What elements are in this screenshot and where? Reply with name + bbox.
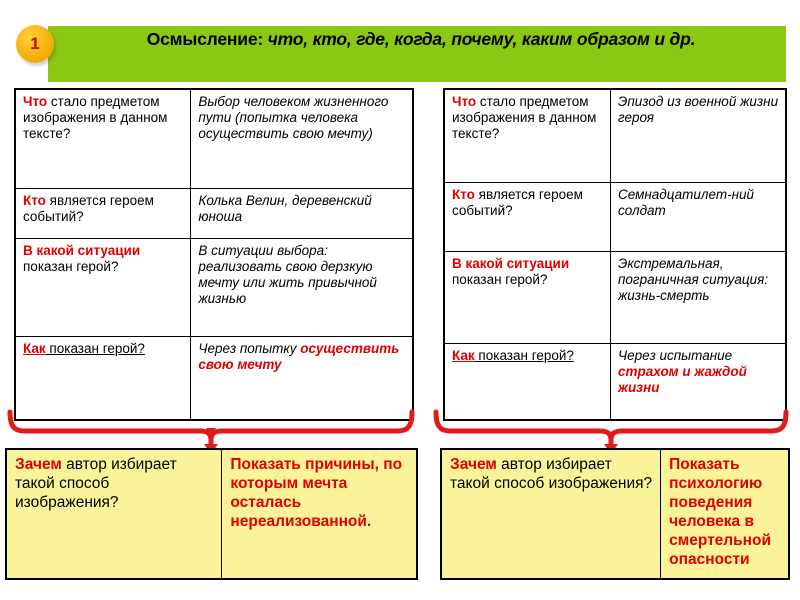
- conclusion-box-right: [440, 448, 790, 580]
- page-title-italic: что, кто, где, когда, почему, каким образом и др.: [267, 29, 696, 49]
- question-text: показан герой?: [45, 341, 145, 357]
- question-cell: [445, 90, 611, 182]
- table-row: [445, 251, 785, 343]
- answer-cell: Эпизод из военной жизни героя: [611, 90, 786, 182]
- page-title: [58, 28, 784, 51]
- question-keyword: Как: [23, 341, 46, 357]
- conclusion-question-text: автор избирает такой способ изображения?: [15, 456, 177, 511]
- table-row: [16, 238, 412, 337]
- question-keyword: Как: [452, 347, 475, 363]
- answer-cell: В ситуации выбора: реализовать свою дерзкую мечту или жить привычной жизнью: [191, 238, 412, 337]
- conclusion-box-left: [5, 448, 418, 580]
- question-text: является героем событий?: [23, 193, 154, 225]
- conclusion-question-cell: [442, 450, 661, 578]
- question-text: показан герой?: [23, 258, 119, 274]
- conclusion-answer-cell: Показать причины, по которым мечта осталась нереализованной.: [222, 450, 416, 578]
- analysis-table-right: [443, 88, 787, 421]
- analysis-table-left: [14, 88, 414, 421]
- conclusion-question-cell: [7, 450, 222, 578]
- question-keyword: В какой ситуации: [23, 242, 141, 258]
- conclusion-row: [7, 450, 416, 578]
- conclusion-question-text: автор избирает такой способ изображения?: [450, 456, 653, 492]
- question-keyword: Что: [452, 94, 477, 109]
- question-keyword: В какой ситуации: [452, 255, 570, 271]
- brace-connector-left: [0, 404, 440, 454]
- step-number-badge: [16, 25, 54, 63]
- conclusion-keyword: Зачем: [450, 456, 497, 473]
- answer-text: Через испытание: [618, 347, 733, 363]
- question-text: показан герой?: [474, 347, 574, 363]
- answer-cell: Экстремальная, пограничная ситуация: жизнь-смерть: [611, 251, 786, 343]
- question-text: стало предметом изображения в данном тексте?: [452, 94, 597, 142]
- question-cell: [16, 189, 191, 238]
- conclusion-row: [442, 450, 788, 578]
- question-keyword: Кто: [23, 193, 46, 209]
- conclusion-keyword: Зачем: [15, 456, 62, 473]
- answer-emphasis: осуществить свою мечту: [198, 341, 400, 373]
- table-row: [16, 189, 412, 238]
- table-row: [445, 182, 785, 251]
- answer-cell: Выбор человеком жизненного пути (попытка человека осуществить свою мечту): [191, 90, 412, 189]
- step-number-label: 1: [30, 34, 40, 53]
- answer-cell: Колька Велин, деревенский юноша: [191, 189, 412, 238]
- answer-cell: Семнадцатилет-ний солдат: [611, 182, 786, 251]
- question-cell: [16, 90, 191, 189]
- question-text: является героем событий?: [452, 186, 583, 218]
- question-cell: [445, 251, 611, 343]
- question-cell: [445, 182, 611, 251]
- question-keyword: Кто: [452, 186, 475, 202]
- table-row: [16, 90, 412, 189]
- question-text: стало предметом изображения в данном тексте?: [23, 94, 168, 142]
- question-cell: [16, 238, 191, 337]
- question-text: показан герой?: [452, 271, 548, 287]
- conclusion-answer-cell: Показать психологию поведения человека в смертельной опасности: [661, 450, 788, 578]
- table-row: [445, 90, 785, 182]
- page-title-lead: Осмысление:: [146, 29, 263, 49]
- question-keyword: Что: [23, 94, 48, 109]
- answer-emphasis: страхом и жаждой жизни: [618, 363, 747, 396]
- answer-text: Через попытку: [198, 341, 301, 357]
- brace-connector-right: [424, 404, 800, 454]
